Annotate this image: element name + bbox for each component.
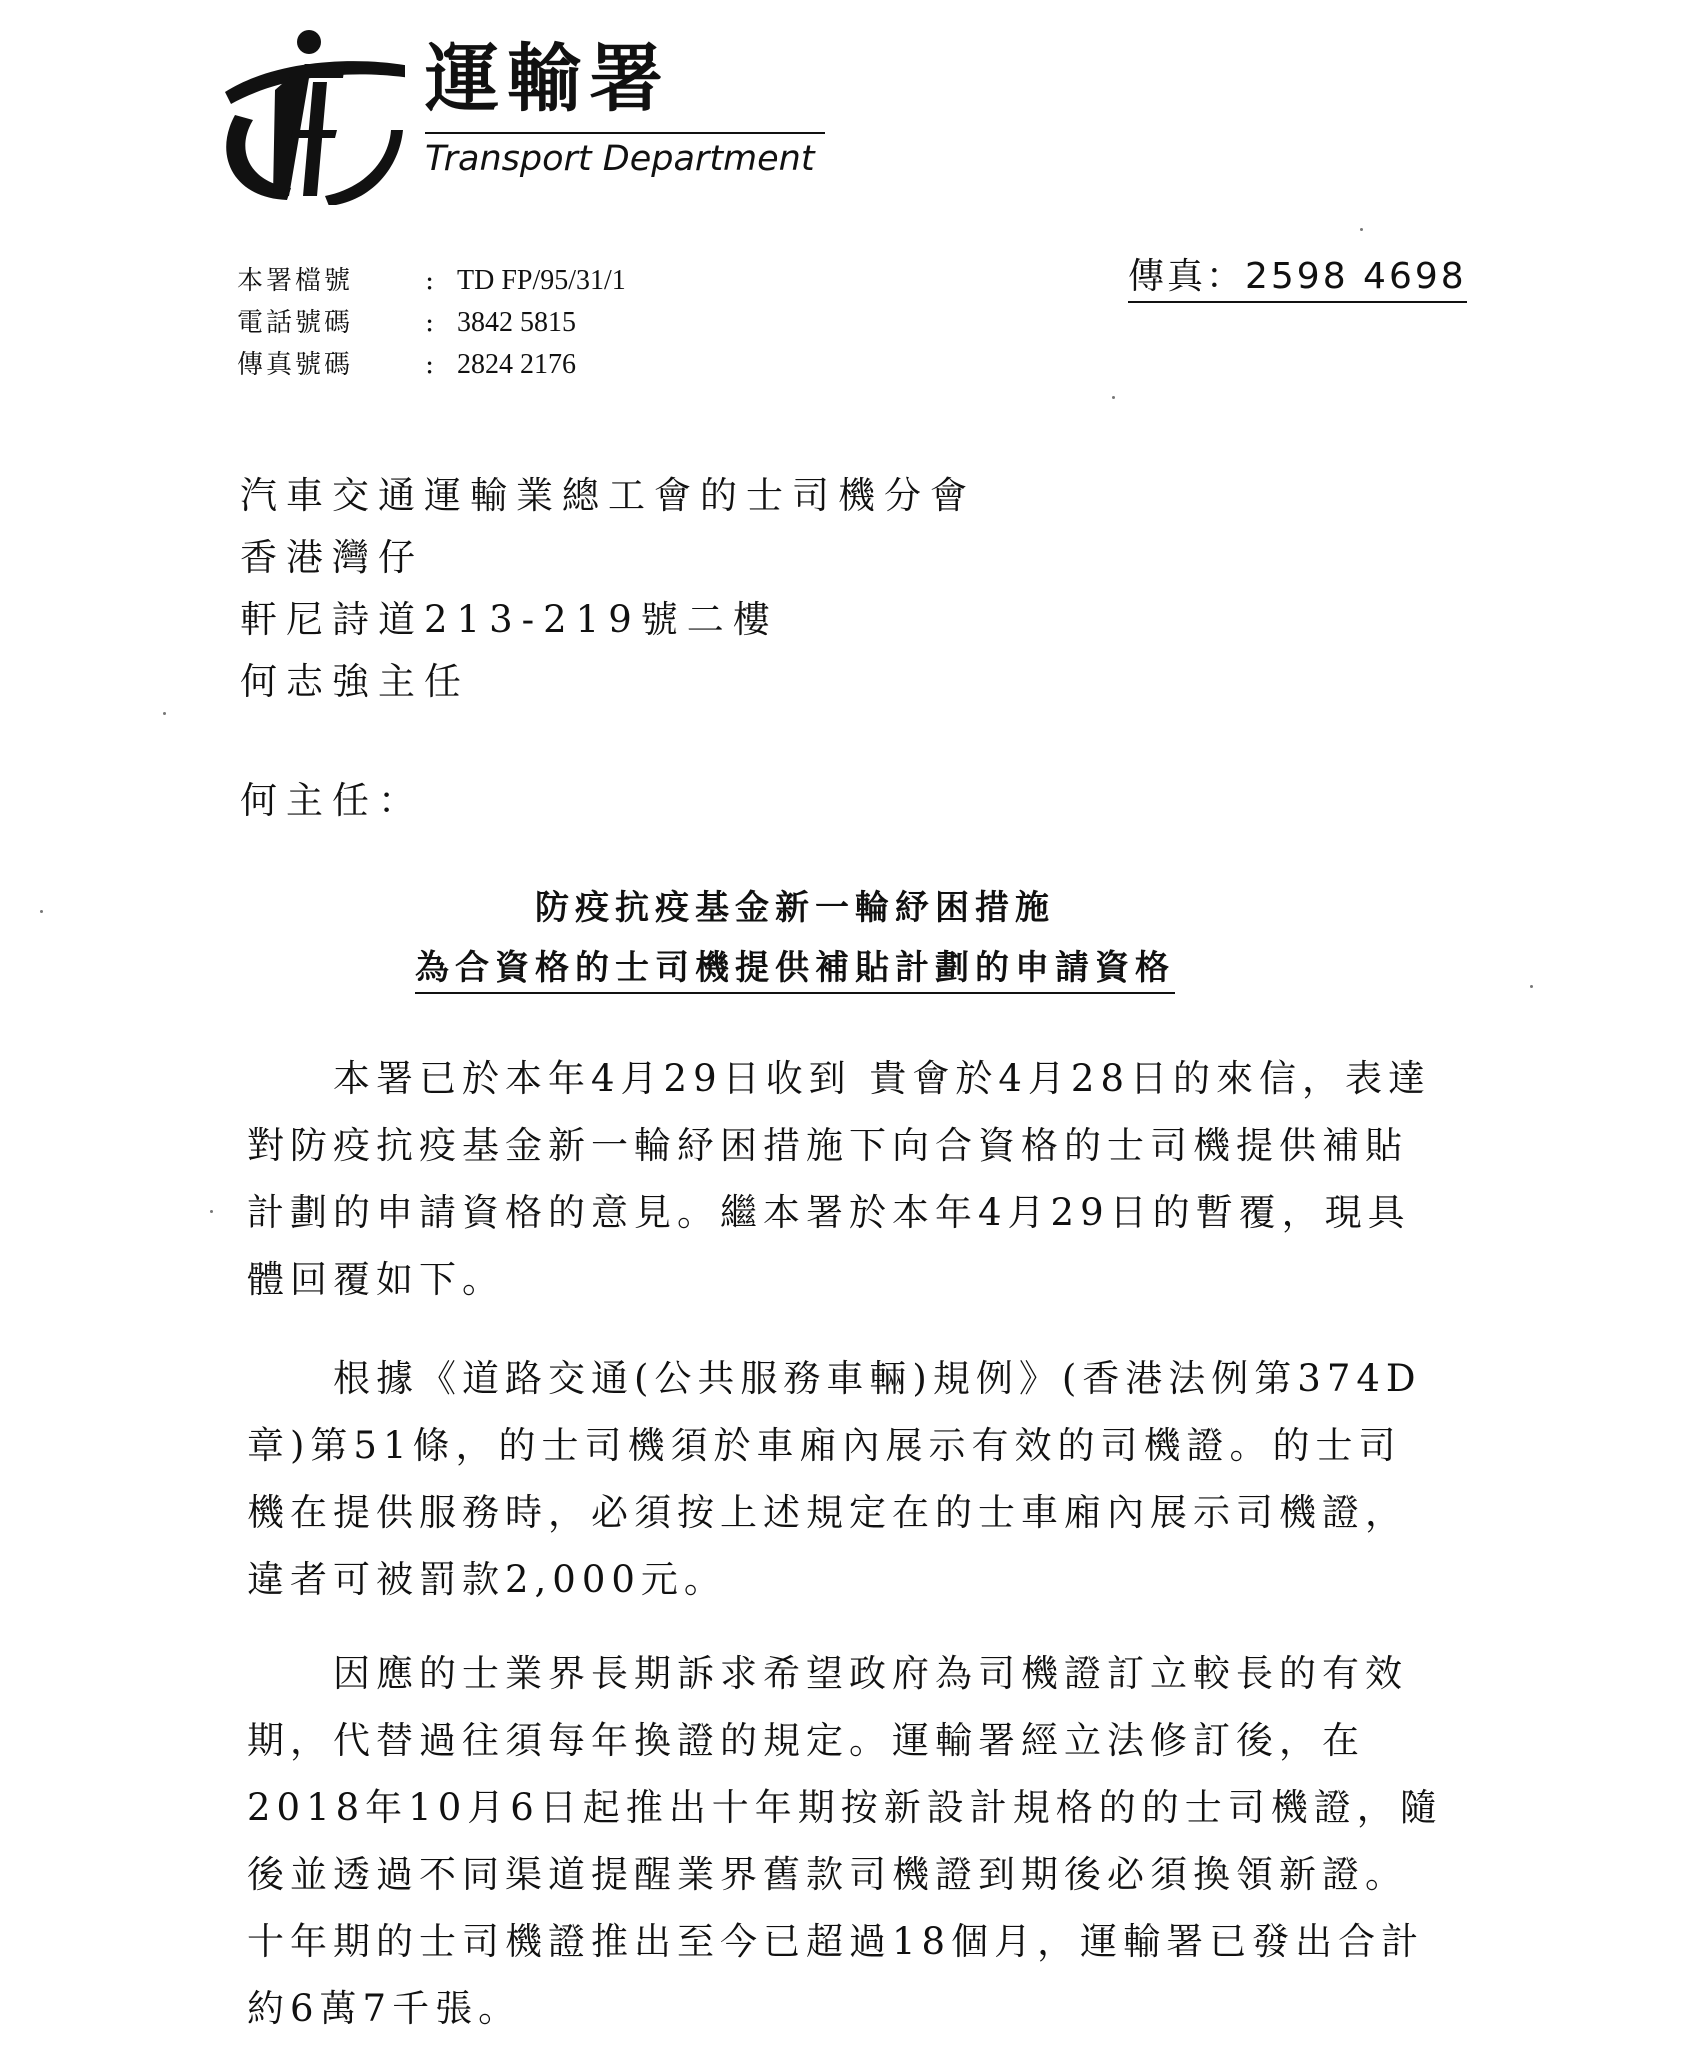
subject-line — [240, 940, 1350, 989]
department-name-zh: 運輸署 — [425, 36, 671, 122]
reference-label: 傳真號碼 — [237, 350, 354, 380]
department-name-en: Transport Department — [425, 139, 815, 179]
reference-colon: : — [425, 307, 435, 338]
paragraph-line: 本署已於本年4月29日收到 貴會於4月28日的來信，表達 — [247, 1057, 1432, 1100]
paragraph-line: 後並透過不同渠道提醒業界舊款司機證到期後必須換領新證。 — [247, 1853, 1408, 1896]
reference-row — [237, 302, 626, 344]
paragraph-line: 約6萬7千張。 — [247, 1987, 522, 2030]
reference-row — [237, 260, 626, 302]
paragraph-line: 機在提供服務時，必須按上述規定在的士車廂內展示司機證， — [247, 1491, 1408, 1534]
address-line: 何志強主任 — [240, 660, 470, 703]
address-line: 軒尼詩道213-219號二樓 — [240, 598, 779, 641]
scan-speck — [1112, 396, 1115, 399]
body-paragraph — [247, 1345, 1497, 1613]
paragraph-line: 十年期的士司機證推出至今已超過18個月，運輸署已發出合計 — [247, 1920, 1425, 1963]
reference-colon: : — [425, 265, 435, 296]
reference-block — [237, 260, 626, 386]
reference-row — [237, 344, 626, 386]
telephone-number: 3842 5815 — [457, 307, 576, 338]
paragraph-line: 章)第51條，的士司機須於車廂內展示有效的司機證。的士司 — [247, 1424, 1402, 1467]
recipient-address — [240, 465, 976, 713]
body-paragraph — [247, 1045, 1497, 1313]
address-line: 汽車交通運輸業總工會的士司機分會 — [240, 474, 976, 517]
fax-header: 傳真：2598 4698 — [1128, 248, 1467, 303]
reference-label: 電話號碼 — [237, 308, 354, 338]
paragraph-line: 違者可被罰款2,000元。 — [247, 1558, 727, 1601]
scan-speck — [1360, 228, 1363, 231]
paragraph-line: 計劃的申請資格的意見。繼本署於本年4月29日的暫覆，現具 — [247, 1191, 1411, 1234]
fax-number: 2824 2176 — [457, 349, 576, 380]
paragraph-line: 2018年10月6日起推出十年期按新設計規格的的士司機證，隨 — [247, 1786, 1443, 1829]
paragraph-line: 期，代替過往須每年換證的規定。運輸署經立法修訂後，在 — [247, 1719, 1365, 1762]
subject-line-underlined: 為合資格的士司機提供補貼計劃的申請資格 — [415, 948, 1175, 994]
transport-department-logo — [205, 20, 405, 205]
subject-line: 防疫抗疫基金新一輪紓困措施 — [535, 888, 1055, 928]
scan-speck — [1530, 985, 1533, 988]
file-reference-number: TD FP/95/31/1 — [457, 265, 626, 296]
paragraph-line: 因應的士業界長期訴求希望政府為司機證訂立較長的有效 — [247, 1652, 1408, 1695]
body-paragraph — [247, 1640, 1497, 2042]
salutation: 何主任： — [240, 779, 424, 822]
reference-colon: : — [425, 349, 435, 380]
address-line: 香港灣仔 — [240, 536, 424, 579]
paragraph-line: 根據《道路交通(公共服務車輛)規例》(香港法例第374D — [247, 1357, 1422, 1400]
letterhead-rule — [425, 132, 825, 134]
scan-speck — [210, 1210, 213, 1213]
scan-speck — [163, 712, 166, 715]
reference-label: 本署檔號 — [237, 266, 354, 296]
paragraph-line: 對防疫抗疫基金新一輪紓困措施下向合資格的士司機提供補貼 — [247, 1124, 1408, 1167]
paragraph-line: 體回覆如下。 — [247, 1258, 505, 1301]
scan-speck — [40, 910, 43, 913]
